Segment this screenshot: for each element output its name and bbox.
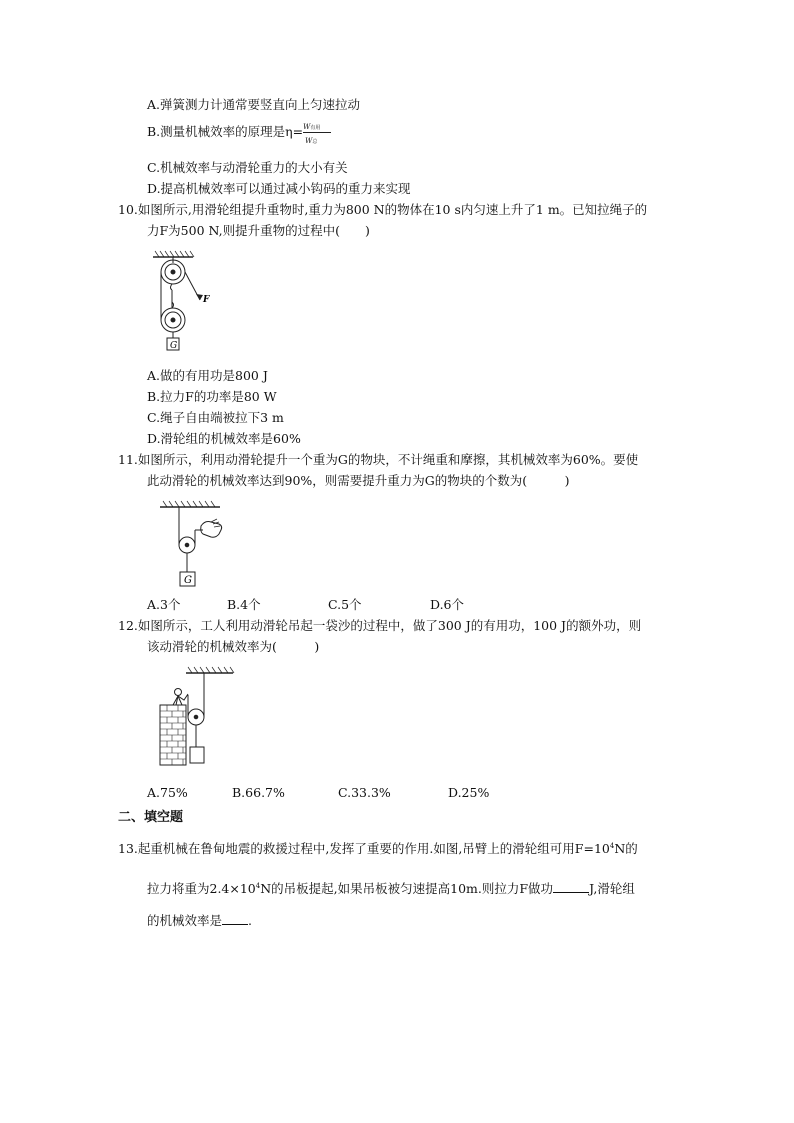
q12-option-a: A.75% (147, 785, 188, 800)
q13-line2-middle: N的吊板提起,如果吊板被匀速提高10m.则拉力F做功 (260, 881, 554, 896)
fixed-pulley-axle (171, 270, 175, 274)
q9-option-b-text: B.测量机械效率的原理是η= (147, 124, 304, 139)
fraction-denominator: W (305, 137, 313, 145)
q9-option-b (147, 122, 333, 144)
q13-line3-end: . (248, 913, 252, 928)
q10-stem-line2: 力F为500 N,则提升重物的过程中( ) (147, 223, 370, 238)
q12-option-d: D.25% (448, 785, 490, 800)
q13-stem-line3 (147, 912, 252, 929)
q13-line3-text: 的机械效率是 (147, 913, 223, 928)
q12-option-c: C.33.3% (338, 785, 391, 800)
ceiling-hatch (163, 501, 215, 507)
hand-icon (201, 522, 222, 538)
q12-worker-pulley-figure (158, 665, 238, 770)
q11-stem-line1: 11.如图所示，利用动滑轮提升一个重为G的物块，不计绳重和摩擦，其机械效率为60%。要使 (118, 452, 639, 467)
q11-option-a: A.3个 (147, 597, 181, 612)
q10-pulley-block-figure (148, 250, 218, 362)
q10-option-c: C.绳子自由端被拉下3 m (147, 410, 284, 425)
q13-line1-exponent: 4 (609, 842, 615, 850)
q13-work-answer-blank[interactable] (553, 880, 589, 893)
q13-stem-line2 (147, 878, 635, 897)
ceiling-hatch (155, 251, 194, 257)
fraction-denominator-sub: 总 (312, 139, 318, 145)
moving-pulley-axle (185, 543, 189, 547)
moving-pulley-axle (194, 715, 198, 719)
q13-line1-text: 13.起重机械在鲁甸地震的救援过程中,发挥了重要的作用.如图,吊臂上的滑轮组可用F=10 (118, 841, 610, 856)
q13-line1-unit: N的 (614, 841, 638, 856)
q13-line2-exponent: 4 (255, 882, 261, 890)
fraction-numerator-sub: 有用 (310, 125, 321, 131)
sand-bag (190, 747, 204, 763)
q11-stem-line2: 此动滑轮的机械效率达到90%，则需要提升重力为G的物块的个数为( ) (147, 473, 570, 488)
q13-efficiency-answer-blank[interactable] (222, 912, 248, 925)
q11-option-b: B.4个 (227, 597, 261, 612)
q11-option-d: D.6个 (430, 597, 465, 612)
force-label: F (203, 295, 210, 305)
q10-option-d: D.滑轮组的机械效率是60% (147, 431, 301, 446)
efficiency-fraction (303, 122, 333, 144)
force-arrow-head (196, 294, 203, 300)
q12-option-b: B.66.7% (232, 785, 285, 800)
q9-option-a: A.弹簧测力计通常要竖直向上匀速拉动 (147, 97, 361, 112)
ceiling-hatch (188, 667, 234, 673)
q10-option-b: B.拉力F的功率是80 W (147, 389, 277, 404)
fraction-numerator: W (303, 123, 311, 131)
q13-line2-end: J,滑轮组 (589, 881, 635, 896)
q11-moving-pulley-figure (155, 500, 230, 592)
worker-head (175, 689, 182, 696)
q12-stem-line2: 该动滑轮的机械效率为( ) (147, 639, 320, 654)
q13-line2-text: 拉力将重为2.4×10 (147, 881, 256, 896)
q9-option-c: C.机械效率与动滑轮重力的大小有关 (147, 160, 348, 175)
q13-stem-line1 (118, 838, 638, 857)
rope-hook-top (171, 284, 173, 290)
weight-label: G (184, 575, 192, 586)
q10-stem-line1: 10.如图所示,用滑轮组提升重物时,重力为800 N的物体在10 s内匀速上升了1 m。已知拉绳子的 (118, 202, 648, 217)
q11-option-c: C.5个 (328, 597, 362, 612)
moving-pulley-axle (171, 318, 175, 322)
section-heading-fill-in: 二、填空题 (118, 810, 184, 825)
q9-option-d: D.提高机械效率可以通过减小钩码的重力来实现 (147, 181, 411, 196)
q12-stem-line1: 12.如图所示，工人利用动滑轮吊起一袋沙的过程中，做了300 J的有用功，100 J的额外功，则 (118, 618, 642, 633)
brick-lines (160, 705, 186, 765)
q10-option-a: A.做的有用功是800 J (147, 368, 268, 383)
weight-label: G (170, 341, 178, 351)
